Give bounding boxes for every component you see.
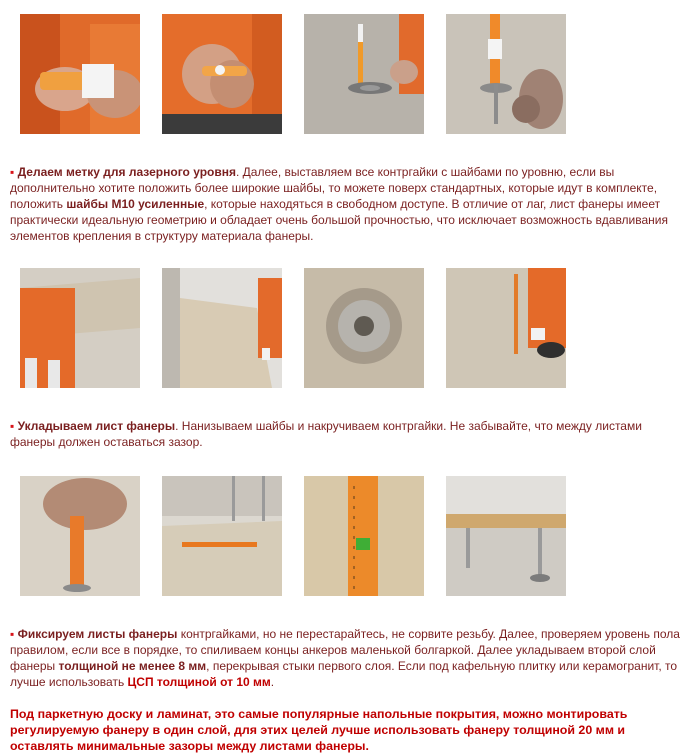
photo-adjustable-plywood <box>446 476 566 596</box>
final-recommendation: Под паркетную доску и ламинат, это самые популярные напольные покрытия, можно монтировать регулируемую фанеру в один слой, для этих целей лучше использовать фанеру толщиной 20 мм и оставлять минимальные зазоры между листами фанеры. <box>10 707 628 753</box>
photo-row-2 <box>20 268 566 388</box>
bullet-marker: ▪ <box>10 627 15 641</box>
step-title: Делаем метку для лазерного уровня <box>17 165 236 179</box>
photo-washer-in-hole <box>304 268 424 388</box>
dsp-highlight: ЦСП толщиной от 10 мм <box>127 675 271 689</box>
photo-laying-sheet <box>20 268 140 388</box>
step-text: , которые находяться в свободном доступе. В отличие от лаг, лист фанеры имеет практически идеальную геометрию и обладает очень большой прочностью, что исключает возможность вдавливания элементов крепления в структуру материала фанеры. <box>10 197 669 243</box>
photo-fixing-nut <box>20 476 140 596</box>
paragraph-laser-mark <box>10 164 685 244</box>
bullet-marker: ▪ <box>10 165 15 179</box>
photo-row-1 <box>20 14 566 134</box>
photo-marking-stud <box>20 14 140 134</box>
paragraph-laying-sheet <box>10 418 685 450</box>
step-title: Фиксируем листы фанеры <box>17 627 178 641</box>
paragraph-fixing-sheets <box>10 626 685 690</box>
photo-stud-on-concrete <box>304 14 424 134</box>
photo-marking-closeup <box>162 14 282 134</box>
step-title: Укладываем лист фанеры <box>17 419 176 433</box>
bullet-marker: ▪ <box>10 419 15 433</box>
step-text: . <box>270 675 275 689</box>
photo-row-3 <box>20 476 566 596</box>
photo-spirit-level <box>304 476 424 596</box>
step-text: , перекрывая стыки первого слоя. Если под кафельную плитку или керамогранит, то лучше использовать <box>10 659 678 689</box>
step-text: . Нанизываем шайбы и накручиваем контргайки. Не забывайте, что между листами фанеры должен оставаться зазор. <box>10 419 642 449</box>
thickness-highlight: толщиной не менее 8 мм <box>58 659 207 673</box>
photo-stud-washer-nut <box>446 14 566 134</box>
photo-level-check <box>162 476 282 596</box>
step-text: контргайками, но не перестарайтесь, не сорвите резьбу. Далее, проверяем уровень пола правилом, если все в порядке, то спиливаем концы анкеров маленькой болгаркой. Далее укладываем второй слой фанеры <box>10 627 680 673</box>
step-text: . Далее, выставляем все контргайки с шайбами по уровню, если вы дополнительно хотите положить более широкие шайбы, то можете поверх стандартных, которые идут в комплекте, положить <box>10 165 658 211</box>
product-highlight: шайбы М10 усиленные <box>66 197 205 211</box>
photo-sheet-on-studs <box>162 268 282 388</box>
photo-tightening-nut <box>446 268 566 388</box>
